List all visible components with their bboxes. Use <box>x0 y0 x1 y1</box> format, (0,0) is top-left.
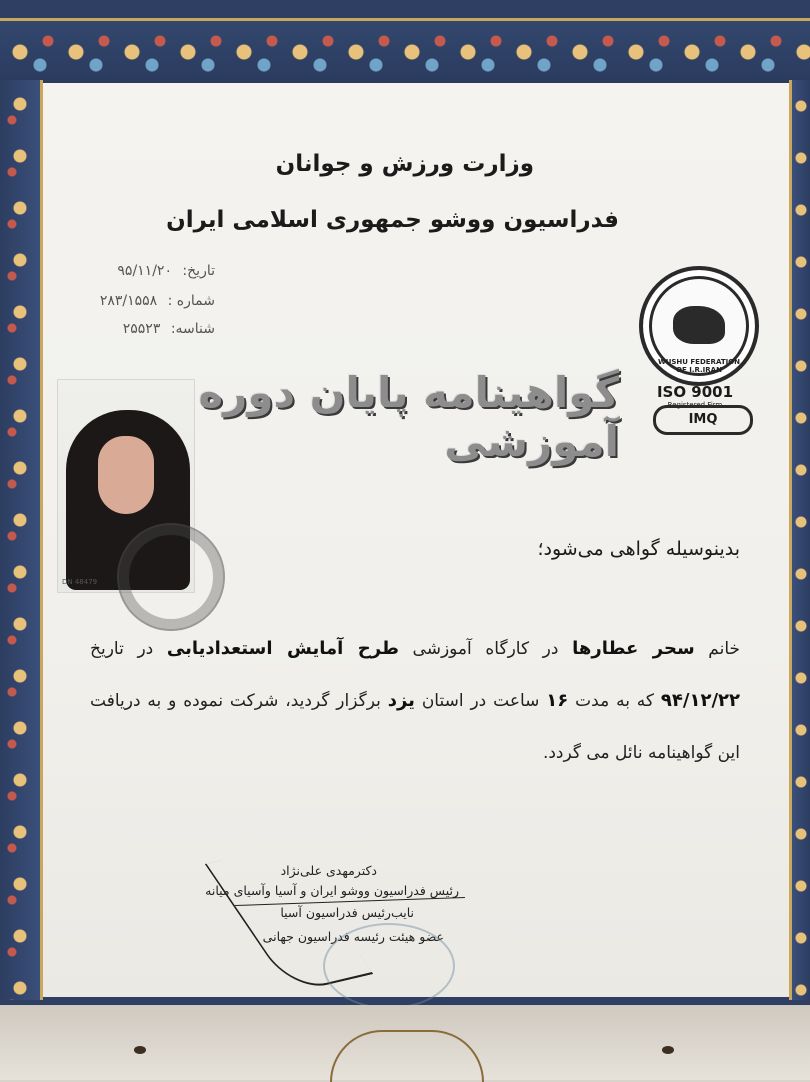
course-province: یزد <box>387 690 415 711</box>
certificate-intro: بدینوسیله گواهی می‌شود؛ <box>537 538 740 560</box>
course-name: طرح آمایش استعدادیابی <box>166 638 399 659</box>
frame-bottom-ornament <box>330 1030 484 1082</box>
photo-stamp <box>117 523 225 631</box>
course-date: ۹۴/۱۲/۲۲ <box>660 690 740 711</box>
frame-bottom-dot <box>134 1046 146 1054</box>
iso-label: ISO 9001 <box>656 383 734 401</box>
meta-id-value: ۲۵۵۲۳ <box>122 321 161 337</box>
meta-number <box>100 293 215 309</box>
photo-face <box>98 436 154 514</box>
signer-name: دکترمهدی علی‌نژاد <box>280 863 377 878</box>
federation-logo <box>639 266 759 386</box>
signer-title-2: نایب‌رئیس فدراسیون آسیا <box>280 905 414 920</box>
ornamental-border-right <box>789 80 810 1000</box>
meta-id <box>123 321 215 337</box>
certificate-title: گواهینامه پایان دوره آموزشی <box>198 368 619 466</box>
ornamental-border-top <box>0 18 810 86</box>
ministry-heading: وزارت ورزش و جوانان <box>275 151 534 177</box>
fist-emblem-icon <box>673 306 725 344</box>
certificate-paper <box>43 83 789 997</box>
recipient-name: سحر عطارها <box>572 638 695 659</box>
certificate-body: خانم سحر عطارها در کارگاه آموزشی طرح آمایش استعدادیابی در تاریخ ۹۴/۱۲/۲۲ که به مدت ۱۶ ساعت در استان یزد برگزار گردید، شرکت نموده و به دریافت این گواهینامه نائل می گردد. <box>90 638 741 763</box>
iso-sub-label: Registered Firm <box>667 401 723 409</box>
photo-code: DN 48479 <box>62 578 98 586</box>
signer-title-3: عضو هیئت رئیسه فدراسیون جهانی <box>262 929 444 944</box>
meta-date <box>117 263 215 279</box>
imq-badge: IMQ <box>653 405 753 435</box>
meta-date-value: ۹۵/۱۱/۲۰ <box>117 263 172 279</box>
signature-stamp <box>323 923 455 1009</box>
meta-date-label: تاریخ: <box>182 263 215 279</box>
logo-ring-text: WUSHU FEDERATION OF I.R.IRAN <box>657 358 741 374</box>
meta-number-value: ۲۸۳/۱۵۵۸ <box>99 293 158 309</box>
course-hours: ۱۶ <box>546 690 569 711</box>
meta-id-label: شناسه: <box>170 321 215 337</box>
frame-bottom-dot <box>662 1046 674 1054</box>
federation-heading: فدراسیون ووشو جمهوری اسلامی ایران <box>166 207 619 233</box>
signer-title-1: رئیس فدراسیون ووشو ایران و آسیا وآسیای میانه <box>205 883 459 898</box>
ornamental-border-left <box>0 80 43 1000</box>
meta-number-label: شماره : <box>167 293 215 309</box>
